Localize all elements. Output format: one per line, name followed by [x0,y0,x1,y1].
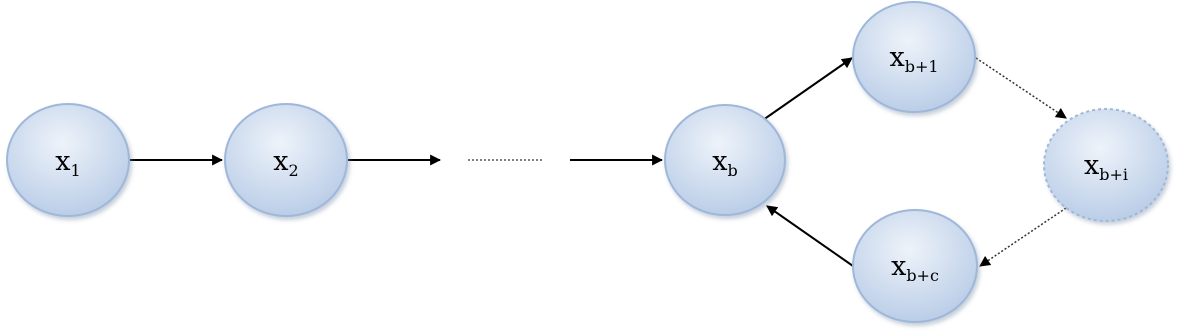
edge-xbi-to-xbc [980,208,1066,266]
node-x1 [7,104,129,216]
node-x1-label: x1 [55,146,81,180]
node-xbi-label: xb+i [1084,150,1128,184]
node-xbc [853,210,977,322]
edge-xb-to-xb1 [763,58,852,120]
node-xb-label: xb [712,146,738,180]
edge-xbc-to-xb [767,206,853,266]
node-x2 [225,104,347,216]
node-xb1 [853,2,975,112]
node-xbi [1044,109,1168,221]
edge-xb1-to-xbi [976,58,1066,118]
node-x2-label: x2 [273,146,299,180]
node-xbc-label: xb+c [891,251,939,285]
node-xb [665,105,785,215]
node-xb1-label: xb+1 [889,42,939,76]
